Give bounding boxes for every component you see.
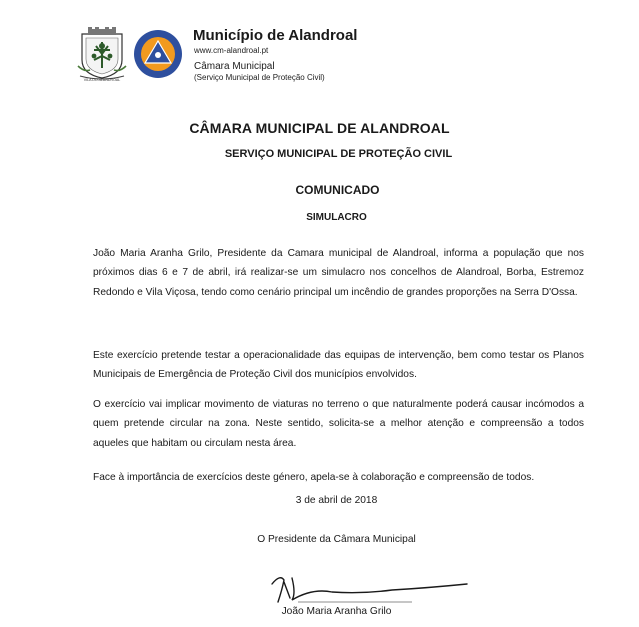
document-subject: SIMULACRO <box>306 212 367 223</box>
org-website: www.cm-alandroal.pt <box>194 46 269 55</box>
org-title: Município de Alandroal <box>193 27 358 44</box>
document-heading: CÂMARA MUNICIPAL DE ALANDROAL <box>189 120 450 136</box>
service-heading: SERVIÇO MUNICIPAL DE PROTEÇÃO CIVIL <box>224 148 453 160</box>
civil-protection-logo-icon <box>134 30 182 78</box>
org-service: (Serviço Municipal de Proteção Civil) <box>194 73 325 82</box>
logos <box>74 26 186 82</box>
signatory-title: O Presidente da Câmara Municipal <box>257 534 416 545</box>
municipal-crest-icon <box>78 27 126 82</box>
document-date: 3 de abril de 2018 <box>295 495 378 506</box>
document-type: COMUNICADO <box>295 183 380 197</box>
org-subtitle: Câmara Municipal <box>194 61 275 72</box>
paragraph-announcement: João Maria Aranha Grilo, Presidente da Camara municipal de Alandroal, informa a população que nos próximos dias 6 e 7 de abril, irá realizar-se um simulacro nos concelhos de Alandroal, Borba, Estremoz Redondo e Vila Viçosa, tendo como cenário principal um incêndio de grandes proporções na Serra D'Ossa. <box>93 248 584 298</box>
signatory-name: João Maria Aranha Grilo <box>281 606 392 617</box>
svg-text:VILA DO ALANDROAL: VILA DO ALANDROAL <box>83 78 121 82</box>
paragraph-impact: O exercício vai implicar movimento de viaturas no terreno o que naturalmente poderá causar incómodos a quem pretende circular na zona. Neste sentido, solicita-se a melhor atenção e compreensão a todos aqueles que habitam ou circulam nesta área. <box>93 399 584 449</box>
paragraph-appeal: Face à importância de exercícios deste género, apela-se à colaboração e compreensão de todos. <box>93 472 535 483</box>
paragraph-purpose: Este exercício pretende testar a operacionalidade das equipas de intervenção, bem como testar os Planos Municipais de Emergência de Proteção Civil dos municípios envolvidos. <box>93 350 584 381</box>
